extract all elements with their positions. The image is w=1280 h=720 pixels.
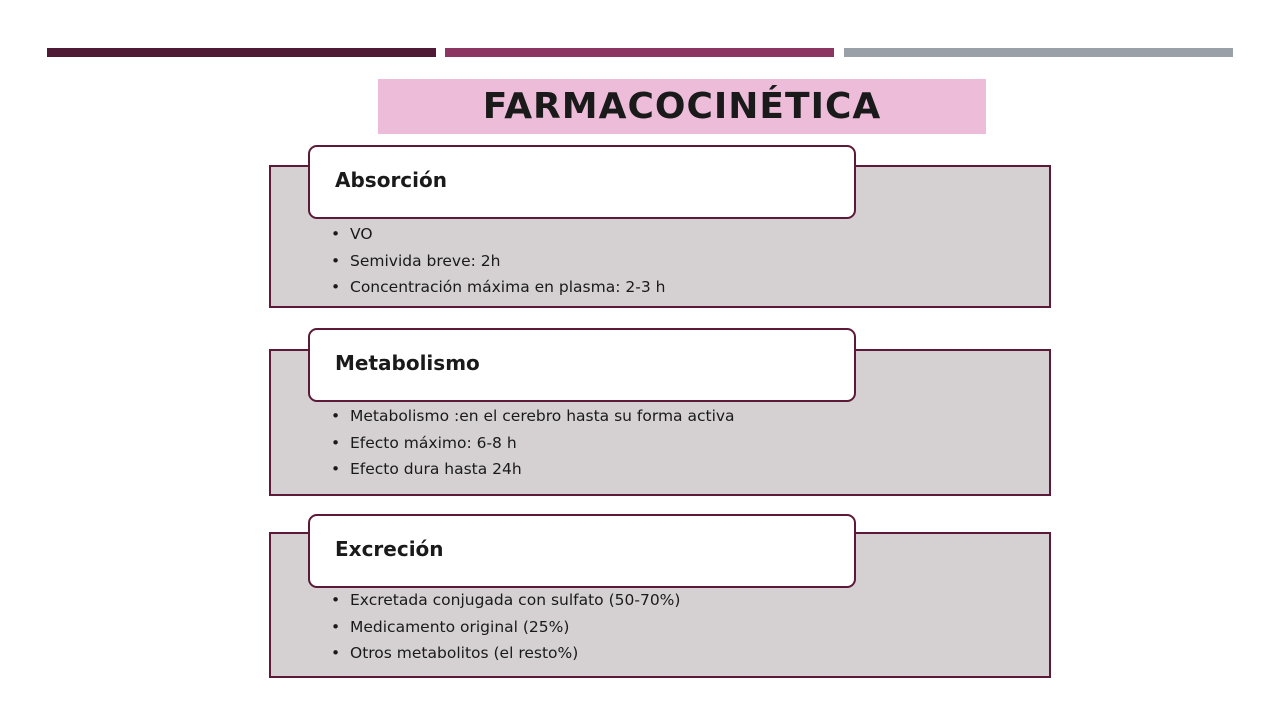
section-header-label: Absorción <box>335 168 447 192</box>
accent-bar-magenta <box>445 48 834 57</box>
bullet-list <box>331 403 735 483</box>
section-header-label: Metabolismo <box>335 351 480 375</box>
list-item: • Excretada conjugada con sulfato (50-70%) <box>331 587 680 614</box>
title-banner <box>378 79 986 134</box>
bullet-list <box>331 221 665 301</box>
list-item: • VO <box>331 221 665 248</box>
page-title: FARMACOCINÉTICA <box>482 86 882 127</box>
section-header-label: Excreción <box>335 537 444 561</box>
accent-bar-gray <box>844 48 1233 57</box>
section-header-metabolismo <box>308 328 856 402</box>
list-item: • Concentración máxima en plasma: 2-3 h <box>331 274 665 301</box>
list-item: • Efecto dura hasta 24h <box>331 456 735 483</box>
section-header-absorcion <box>308 145 856 219</box>
list-item: • Metabolismo :en el cerebro hasta su forma activa <box>331 403 735 430</box>
list-item: • Otros metabolitos (el resto%) <box>331 640 680 667</box>
list-item: • Medicamento original (25%) <box>331 614 680 641</box>
list-item: • Efecto máximo: 6-8 h <box>331 430 735 457</box>
section-header-excrecion <box>308 514 856 588</box>
bullet-list <box>331 587 680 667</box>
accent-bar-dark <box>47 48 436 57</box>
list-item: • Semivida breve: 2h <box>331 248 665 275</box>
